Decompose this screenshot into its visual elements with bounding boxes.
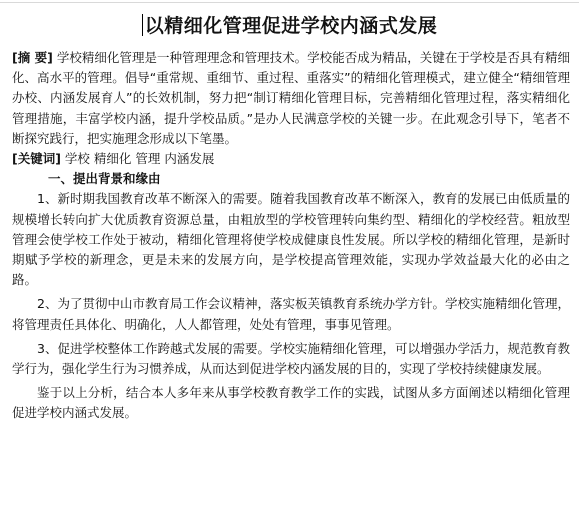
section-paragraph-4[interactable]: 鉴于以上分析，结合本人多年来从事学校教育教学工作的实践，试图从多方面阐述以精细化管理促进学校内涵式发展。 <box>12 385 570 421</box>
page-top-rule <box>0 2 579 3</box>
abstract-paragraph[interactable] <box>12 48 570 149</box>
abstract-label: [摘 要] <box>12 50 53 65</box>
document-title[interactable]: 以精细化管理促进学校内涵式发展 <box>144 15 438 37</box>
keywords-label: [关键词] <box>12 151 61 167</box>
abstract-text: 学校精细化管理是一种管理理念和管理技术。学校能否成为精品，关键在于学校是否具有精细化、高水平的管理。倡导“重常规、重细节、重过程、重落实”的精细化管理模式，建立健全“精细管理办校、内涵发展育人”的长效机制，努力把“制订精细化管理目标，完善精细化管理过程，落实精细化管理措施，丰富学校内涵，提升学校品质。”是办人民满意学校的关键一步。在此观念引导下，笔者不断探究践行，把实施理念形成以下笔墨。 <box>12 50 570 146</box>
text-cursor <box>142 14 143 36</box>
document-body <box>12 48 570 424</box>
section-paragraph-2[interactable]: 2、为了贯彻中山市教育局工作会议精神，落实板芙镇教育系统办学方针。学校实施精细化管理，将管理责任具体化、明确化，人人都管理，处处有管理，事事见管理。 <box>12 296 570 332</box>
section-heading[interactable]: 一、提出背景和缘由 <box>48 171 161 187</box>
keywords-text: 学校 精细化 管理 内涵发展 <box>64 151 215 167</box>
keywords-paragraph[interactable] <box>12 149 570 169</box>
title-row <box>0 12 579 40</box>
section-paragraph-3[interactable]: 3、促进学校整体工作跨越式发展的需要。学校实施精细化管理，可以增强办学活力，规范教育教学行为，强化学生行为习惯养成，从而达到促进学校内涵发展的目的，实现了学校持续健康发展。 <box>12 340 570 377</box>
section-paragraph-1[interactable]: 1、新时期我国教育改革不断深入的需要。随着我国教育改革不断深入，教育的发展已由低质量的规模增长转向扩大优质教育资源总量，由粗放型的学校管理转向集约型、精细化的学校经营。粗放型管理会使学校工作处于被动，精细化管理将使学校成健康良性发展。所以学校的精细化管理，是新时期赋予学校的新理念，更是未来的发展方向，是学校提高管理效能，实现办学效益最大化的必由之路。 <box>12 191 570 288</box>
